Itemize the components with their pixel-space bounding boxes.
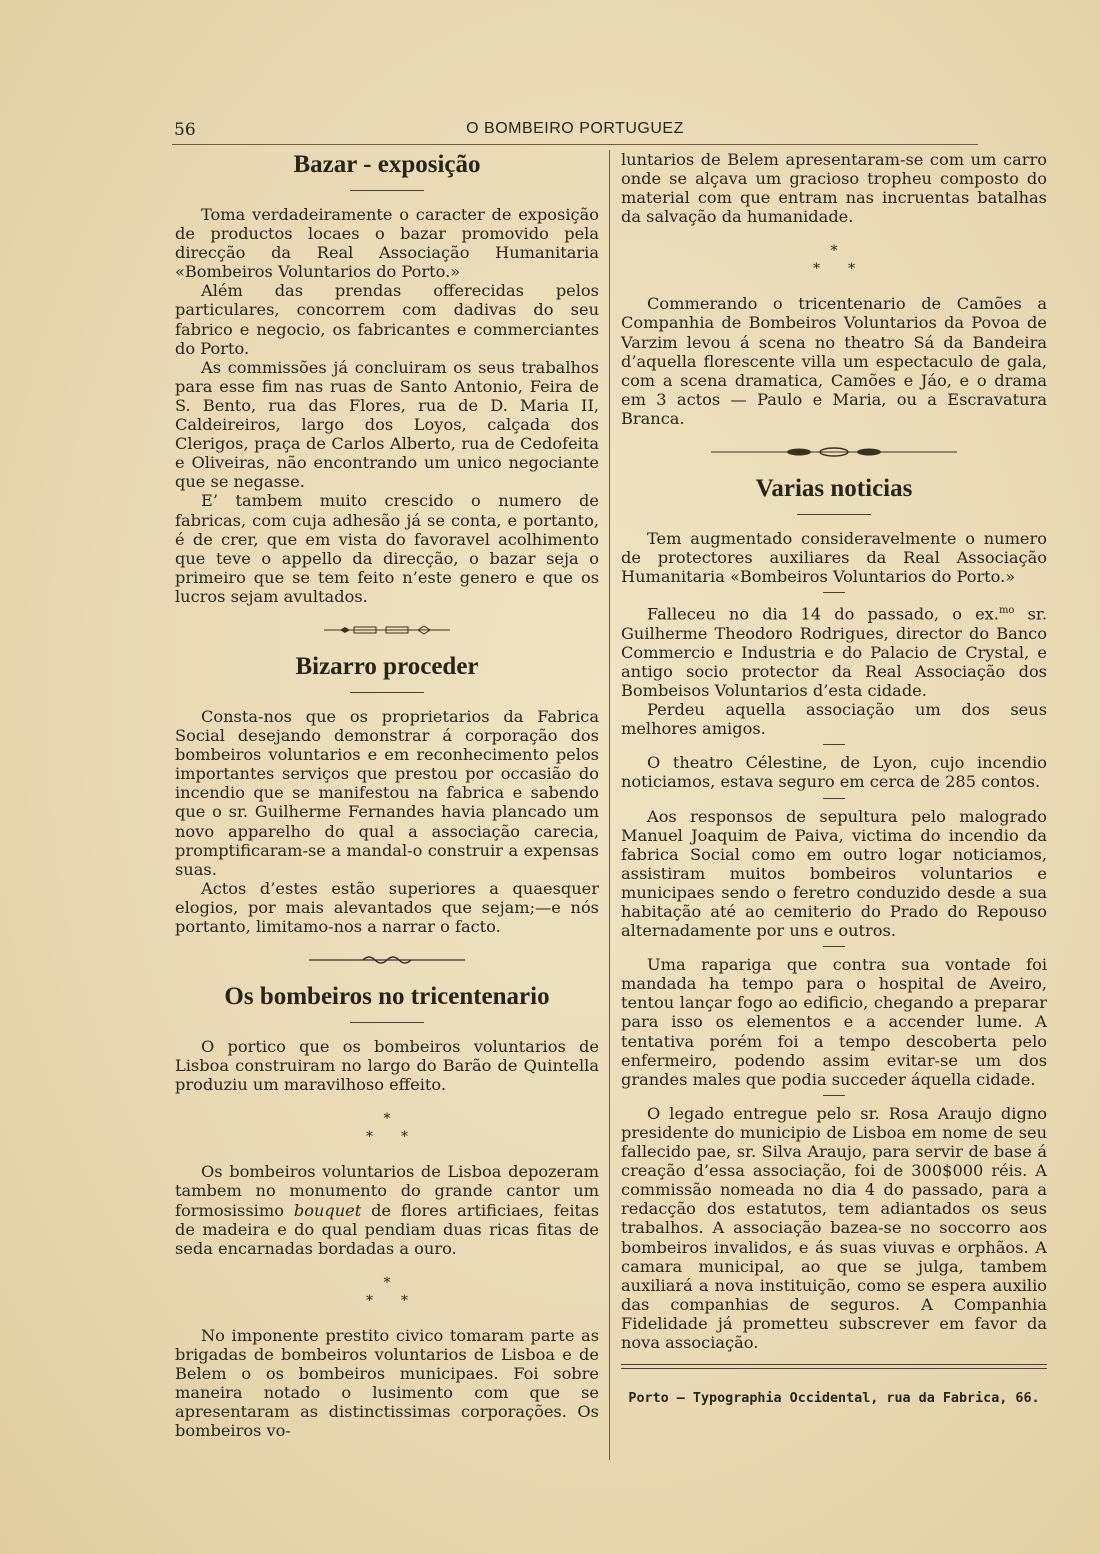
paragraph: Toma verdadeiramente o caracter de exposição de productos locaes o bazar promovido pela direcção da Real Associação Humanitaria «Bombeiros Voluntarios do Porto.» (175, 205, 599, 282)
paragraph: As commissões já concluiram os seus trabalhos para esse fim nas ruas de Santo Antonio, Feira de S. Bento, rua das Flores, rua de D. Maria II, Caldeireiros, largo dos Loyos, calçada dos Clerigos, praça de Carlos Alberto, rua de Cedofeita e Oliveiras, não encontrando um unico negociante que se negasse. (175, 357, 599, 492)
paragraph: O legado entregue pelo sr. Rosa Araujo digno presidente do municipio de Lisboa em nome de seu fallecido pae, sr. Silva Araujo, para servir de base á creação d’essa associação, foi de 300$000 réis. A commissão nomeada no dia 4 do passado, para a redacção dos estatutos, tem adiantados os seus trabalhos. A associação bazea-se no soccorro aos bombeiros invalidos, e ás suas viuvas e orphãos. A camara municipal, ao que se julga, tambem auxiliará a nova instituição, como se espera auxilio das companhias de seguros. A Companhia Fidelidade já prometteu subscrever em favor da nova associação. (621, 1103, 1047, 1352)
title-rule (797, 514, 871, 515)
running-title: O BOMBEIRO PORTUGUEZ (466, 120, 684, 137)
item-separator (823, 744, 845, 745)
title-rule (350, 190, 424, 191)
section-ornament (621, 446, 1047, 458)
column-divider (609, 150, 610, 1460)
asterism: * * * (813, 243, 855, 278)
paragraph: luntarios de Belem apresentaram-se com um carro onde se alçava um gracioso tropheu composto do material com que entram nas incruentas batalhas da salvação da humanidade. (621, 150, 1047, 227)
item-separator (823, 798, 845, 799)
paragraph: Commerando o tricentenario de Camões a Companhia de Bombeiros Voluntarios da Povoa de Varzim levou á scena no theatro Sá da Bandeira d’aquella florescente villa um espectaculo de gala, com a scena dramatica, Camões e Jáo, e o drama em 3 actos — Paulo e Maria, ou a Escravatura Branca. (621, 294, 1047, 428)
section-ornament (175, 954, 599, 966)
paragraph: O portico que os bombeiros voluntarios de Lisboa construiram no largo do Barão de Quintella produziu um maravilhoso effeito. (175, 1037, 599, 1095)
paragraph: Os bombeiros voluntarios de Lisboa depozeram tambem no monumento do grande cantor um formosissimo bouquet de flores artificiaes, feitas de madeira e do qual pendiam duas ricas fitas de seda encarnadas bordadas a ouro. (175, 1162, 600, 1258)
article-title-bizarro: Bizarro proceder (295, 652, 479, 680)
paragraph: Tem augmentado consideravelmente o numero de protectores auxiliares da Real Associação Humanitaria «Bombeiros Voluntarios do Porto.» (621, 529, 1047, 587)
ornament-rule-icon (322, 624, 452, 636)
paragraph: Consta-nos que os proprietarios da Fabrica Social desejando demonstrar á corporação dos bombeiros voluntarios e em reconhecimento pelos importantes serviços que prestou por occasião do incendio que se manifestou na fabrica e sabendo que o sr. Guilherme Fernandes havia plancado um novo apparelho do qual a associação carecia, promptificaram-se a mandal-o construir a expensas suas. (175, 706, 599, 879)
footer-double-rule (621, 1364, 1047, 1369)
paragraph: No imponente prestito civico tomaram parte as brigadas de bombeiros voluntarios de Lisboa e de Belem o os bombeiros municipaes. Foi sobre maneira notado o lusimento com que se apresentaram as distinctissimas corporações. Os bombeiros vo- (175, 1325, 599, 1441)
item-separator (823, 592, 845, 593)
article-title-varias: Varias noticias (755, 475, 913, 503)
left-column (175, 150, 599, 1440)
section-ornament (175, 624, 599, 636)
paragraph: Aos responsos de sepultura pelo malogrado Manuel Joaquim de Paiva, victima do incendio da fabrica Social como em outro logar noticiamos, assistiram muitos bombeiros voluntarios e municipaes sendo o feretro conduzido desde a sua habitação até ao cemiterio do Prado do Repouso alternadamente por uns e outros. (621, 806, 1047, 941)
ornament-rule-icon (307, 954, 467, 966)
item-separator (823, 1095, 845, 1096)
page-number: 56 (174, 120, 196, 140)
asterism: * * * (366, 1111, 408, 1146)
article-title-tricentenario: Os bombeiros no tricentenario (224, 983, 550, 1011)
title-rule (350, 1022, 424, 1023)
paragraph: Actos d’estes estão superiores a quaesquer elogios, por mais alevantados que sejam;—e nós portanto, limitamo-nos a narrar o facto. (175, 878, 599, 936)
title-rule (350, 692, 424, 693)
paragraph: Falleceu no dia 14 do passado, o ex.$^{mo}$ sr. Guilherme Theodoro Rodrigues, director do Banco Commercio e Industria e do Palacio de Crystal, e antigo socio protector da Real Associação dos Bombeisos Voluntarios d’esta cidade. (621, 604, 1047, 701)
right-column (621, 150, 1047, 1408)
item-separator (823, 946, 845, 947)
page-header (172, 118, 978, 145)
asterism: * * * (366, 1274, 408, 1309)
printer-imprint: Porto — Typographia Occidental, rua da Fabrica, 66. (628, 1391, 1040, 1407)
paragraph: E’ tambem muito crescido o numero de fabricas, com cuja adhesão já se conta, e portanto, é de crer, que em vista do favoravel acolhimento que teve o appello da direcção, o bazar seja o primeiro que se tem feito n’este genero e que os lucros sejam avultados. (175, 491, 599, 606)
paragraph: O theatro Célestine, de Lyon, cujo incendio noticiamos, estava seguro em cerca de 285 contos. (621, 753, 1047, 792)
paragraph: Além das prendas offerecidas pelos particulares, concorrem com dadivas do seu fabrico e negocio, os fabricantes e commerciantes do Porto. (175, 281, 599, 358)
article-title-bazar: Bazar - exposição (293, 151, 481, 178)
paragraph: Perdeu aquella associação um dos seus melhores amigos. (621, 700, 1047, 739)
paragraph: Uma rapariga que contra sua vontade foi mandada ha tempo para o hospital de Aveiro, tentou lançar fogo ao edificio, chegando a preparar para isso os elementos e a accender lume. A tentativa porém foi a tempo descoberta pelo enfermeiro, podendo assim evitar-se um dos grandes males que podia succeder áquella cidade. (621, 955, 1047, 1089)
ornament-rule-icon (709, 446, 959, 458)
